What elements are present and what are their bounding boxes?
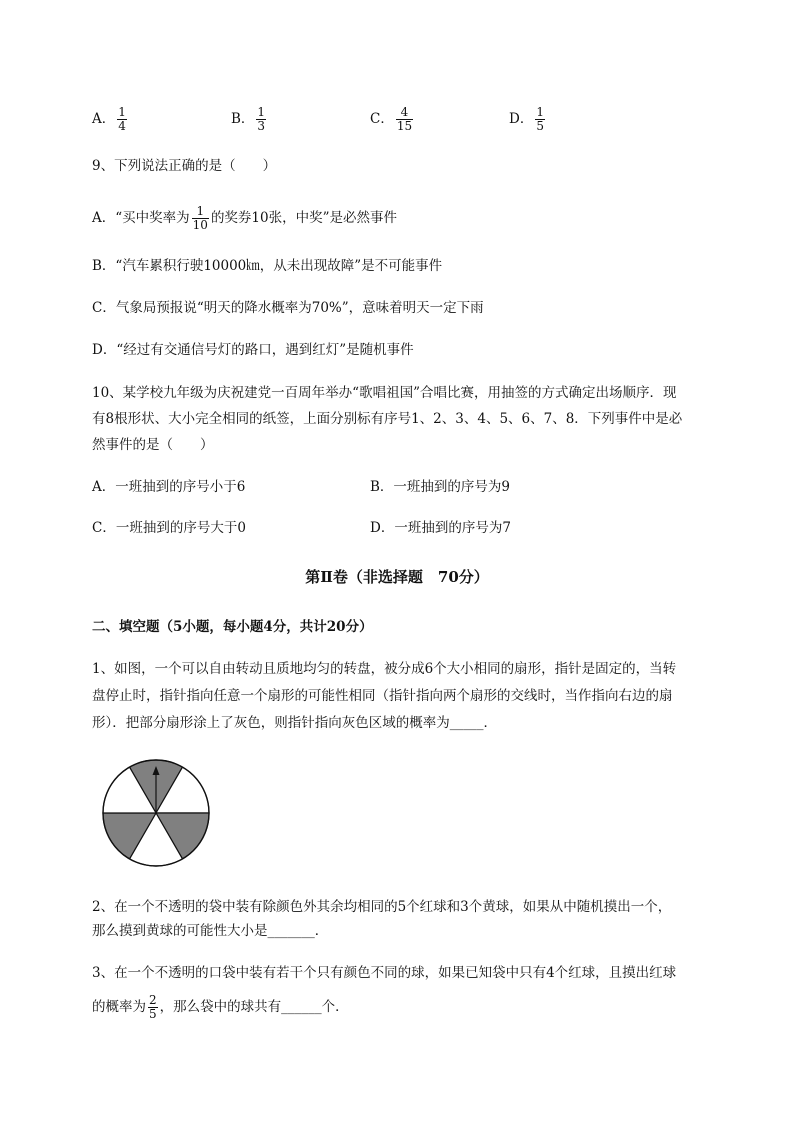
denominator: 15 xyxy=(396,119,413,133)
fraction xyxy=(396,106,413,133)
f2-line1: 2、在一个不透明的袋中装有除颜色外其余均相同的5个红球和3个黄球，如果从中随机摸出一个， xyxy=(92,899,672,915)
section-title: 第Ⅱ卷（非选择题 70分） xyxy=(305,568,489,586)
spinner-figure xyxy=(100,757,212,869)
option-label: A． xyxy=(92,111,116,127)
q10-stem-line1: 10、某学校九年级为庆祝建党一百周年举办“歌唱祖国”合唱比赛，用抽签的方式确定出场顺序．现 xyxy=(92,385,677,401)
q8-option-a xyxy=(92,106,129,133)
q10-option-c: C．一班抽到的序号大于0 xyxy=(92,520,246,536)
denominator: 4 xyxy=(118,119,126,133)
f3-text: ，那么袋中的球共有______个． xyxy=(159,999,349,1015)
option-label: B． xyxy=(231,111,255,127)
section-heading: 二、填空题（5小题，每小题4分，共计20分） xyxy=(92,619,373,635)
f1-line2: 盘停止时，指针指向任意一个扇形的可能性相同（指针指向两个扇形的交线时，当作指向右边的扇 xyxy=(92,688,673,704)
q9-option-a xyxy=(92,205,397,232)
f3-line2 xyxy=(92,994,349,1021)
q10-option-b: B．一班抽到的序号为9 xyxy=(370,479,511,495)
q10-stem-line2: 有8根形状、大小完全相同的纸签，上面分别标有序号1、2、3、4、5、6、7、8．下列事件中是必 xyxy=(92,411,683,427)
q9-stem: 9、下列说法正确的是（ ） xyxy=(92,158,277,174)
q10-option-d: D．一班抽到的序号为7 xyxy=(370,520,511,536)
f3-line1: 3、在一个不透明的口袋中装有若干个只有颜色不同的球，如果已知袋中只有4个红球，且摸出红球 xyxy=(92,965,677,981)
q8-option-d xyxy=(509,106,547,133)
option-label: C． xyxy=(370,111,394,127)
numerator: 2 xyxy=(149,993,157,1007)
q9-option-d: D．“经过有交通信号灯的路口，遇到红灯”是随机事件 xyxy=(92,342,414,358)
option-text: 的奖券10张，中奖”是必然事件 xyxy=(210,210,398,226)
numerator: 1 xyxy=(192,205,209,219)
f1-line1: 1、如图，一个可以自由转动且质地均匀的转盘，被分成6个大小相同的扇形，指针是固定的，当转 xyxy=(92,661,677,677)
denominator: 5 xyxy=(536,119,544,133)
fraction xyxy=(148,994,158,1021)
denominator: 10 xyxy=(192,218,208,232)
denominator: 3 xyxy=(257,119,266,133)
numerator: 1 xyxy=(536,105,544,119)
fraction xyxy=(117,106,127,133)
option-text: A．“买中奖率为 xyxy=(92,210,190,226)
q10-stem-line3: 然事件的是（ ） xyxy=(92,437,214,453)
option-label: D． xyxy=(509,111,534,127)
q10-option-a: A．一班抽到的序号小于6 xyxy=(92,479,246,495)
fraction xyxy=(535,106,545,133)
fraction xyxy=(192,205,209,232)
numerator: 1 xyxy=(118,105,126,119)
q8-option-b xyxy=(231,106,268,133)
f2-line2: 那么摸到黄球的可能性大小是_______． xyxy=(92,923,329,939)
f1-line3: 形）．把部分扇形涂上了灰色，则指针指向灰色区域的概率为_____． xyxy=(92,715,497,731)
denominator: 5 xyxy=(149,1007,157,1021)
fraction xyxy=(256,106,266,133)
q8-option-c xyxy=(370,106,415,133)
q9-option-c: C．气象局预报说“明天的降水概率为70%”，意味着明天一定下雨 xyxy=(92,300,484,316)
q9-option-b: B．“汽车累积行驶10000㎞，从未出现故障”是不可能事件 xyxy=(92,258,443,274)
numerator: 4 xyxy=(396,106,413,120)
f3-text: 的概率为 xyxy=(92,999,146,1015)
numerator: 1 xyxy=(257,105,266,119)
